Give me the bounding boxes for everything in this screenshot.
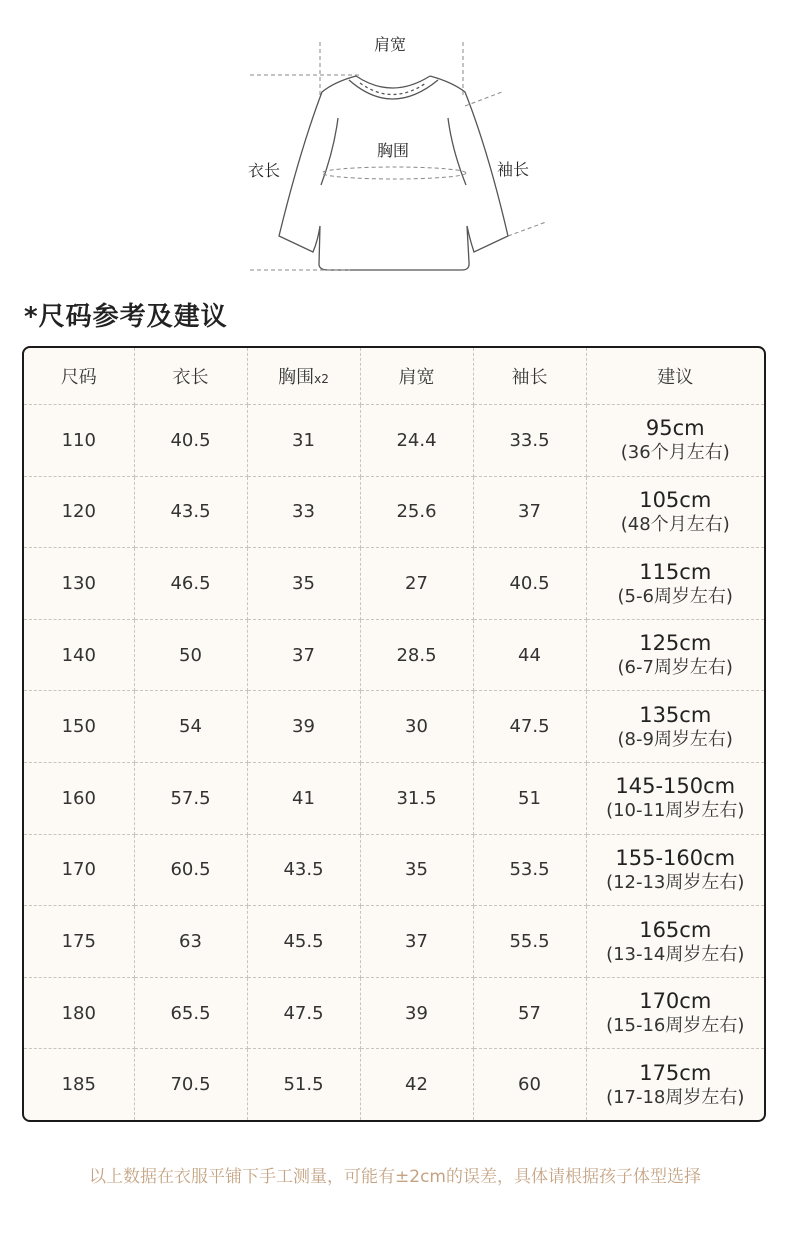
header-length: 衣长 [134,348,247,405]
table-row [24,834,764,906]
cell-chest: 37 [247,619,360,691]
table-row [24,548,764,620]
header-advice: 建议 [586,348,764,405]
cell-sleeve: 55.5 [473,906,586,978]
cell-size: 175 [24,906,134,978]
header-size: 尺码 [24,348,134,405]
cell-shoulder: 37 [360,906,473,978]
cell-sleeve: 51 [473,763,586,835]
advice-height: 155-160cm [615,845,736,870]
table-row [24,977,764,1049]
cell-advice [586,619,764,691]
cell-size: 185 [24,1049,134,1120]
cell-length: 65.5 [134,977,247,1049]
cell-chest: 47.5 [247,977,360,1049]
header-sleeve: 袖长 [473,348,586,405]
advice-age: (13-14周岁左右) [606,943,745,965]
cell-advice [586,906,764,978]
advice-age: (8-9周岁左右) [617,728,733,750]
cell-size: 150 [24,691,134,763]
cell-sleeve: 40.5 [473,548,586,620]
header-shoulder: 肩宽 [360,348,473,405]
advice-age: (48个月左右) [620,513,730,535]
advice-age: (12-13周岁左右) [606,871,745,893]
advice-age: (5-6周岁左右) [617,585,733,607]
cell-advice [586,548,764,620]
table-row [24,476,764,548]
cell-advice [586,476,764,548]
advice-height: 170cm [639,989,712,1014]
section-title: *尺码参考及建议 [24,302,228,332]
cell-chest: 35 [247,548,360,620]
shoulder-width-label: 肩宽 [374,35,407,54]
cell-size: 140 [24,619,134,691]
cell-advice [586,405,764,477]
cell-shoulder: 27 [360,548,473,620]
cell-sleeve: 33.5 [473,405,586,477]
cell-chest: 41 [247,763,360,835]
chest-label: 胸围 [377,141,410,160]
cell-advice [586,691,764,763]
header-chest-label: 胸围 [278,367,315,388]
advice-age: (36个月左右) [620,442,730,464]
advice-height: 125cm [639,631,712,656]
cell-chest: 51.5 [247,1049,360,1120]
advice-height: 105cm [639,487,712,512]
cell-length: 63 [134,906,247,978]
sleeve-label: 袖长 [497,160,530,179]
size-table [24,348,764,1120]
advice-age: (15-16周岁左右) [606,1015,745,1037]
table-row [24,405,764,477]
measurement-note: 以上数据在衣服平铺下手工测量，可能有±2cm的误差，具体请根据孩子体型选择 [89,1167,701,1187]
cell-advice [586,834,764,906]
cell-shoulder: 39 [360,977,473,1049]
table-row [24,906,764,978]
cell-chest: 45.5 [247,906,360,978]
header-chest [247,348,360,405]
cell-shoulder: 31.5 [360,763,473,835]
advice-height: 95cm [645,416,705,441]
table-row [24,691,764,763]
advice-height: 145-150cm [615,774,736,799]
table-row [24,1049,764,1120]
advice-age: (6-7周岁左右) [617,657,733,679]
cell-advice [586,1049,764,1120]
cell-length: 54 [134,691,247,763]
cell-size: 170 [24,834,134,906]
cell-size: 130 [24,548,134,620]
advice-height: 115cm [639,559,712,584]
cell-length: 57.5 [134,763,247,835]
cell-length: 60.5 [134,834,247,906]
garment-diagram [0,0,790,285]
cell-length: 40.5 [134,405,247,477]
cell-size: 120 [24,476,134,548]
cell-chest: 39 [247,691,360,763]
cell-shoulder: 28.5 [360,619,473,691]
cell-chest: 31 [247,405,360,477]
cell-size: 180 [24,977,134,1049]
cell-advice [586,977,764,1049]
cell-shoulder: 42 [360,1049,473,1120]
cell-shoulder: 25.6 [360,476,473,548]
table-row [24,763,764,835]
cell-shoulder: 35 [360,834,473,906]
cell-sleeve: 60 [473,1049,586,1120]
cell-chest: 43.5 [247,834,360,906]
cell-sleeve: 37 [473,476,586,548]
advice-age: (10-11周岁左右) [606,800,745,822]
cell-sleeve: 44 [473,619,586,691]
cell-sleeve: 57 [473,977,586,1049]
cell-sleeve: 53.5 [473,834,586,906]
cell-shoulder: 24.4 [360,405,473,477]
cell-sleeve: 47.5 [473,691,586,763]
cell-advice [586,763,764,835]
cell-size: 110 [24,405,134,477]
cell-length: 46.5 [134,548,247,620]
header-chest-suffix: x2 [314,372,329,386]
advice-age: (17-18周岁左右) [606,1086,745,1108]
table-row [24,619,764,691]
table-header-row [24,348,764,405]
cell-size: 160 [24,763,134,835]
cell-length: 70.5 [134,1049,247,1120]
cell-chest: 33 [247,476,360,548]
advice-height: 135cm [639,702,712,727]
cell-shoulder: 30 [360,691,473,763]
advice-height: 175cm [639,1060,712,1085]
advice-height: 165cm [639,917,712,942]
cell-length: 43.5 [134,476,247,548]
size-table-container [22,346,766,1122]
length-label: 衣长 [248,161,281,180]
cell-length: 50 [134,619,247,691]
